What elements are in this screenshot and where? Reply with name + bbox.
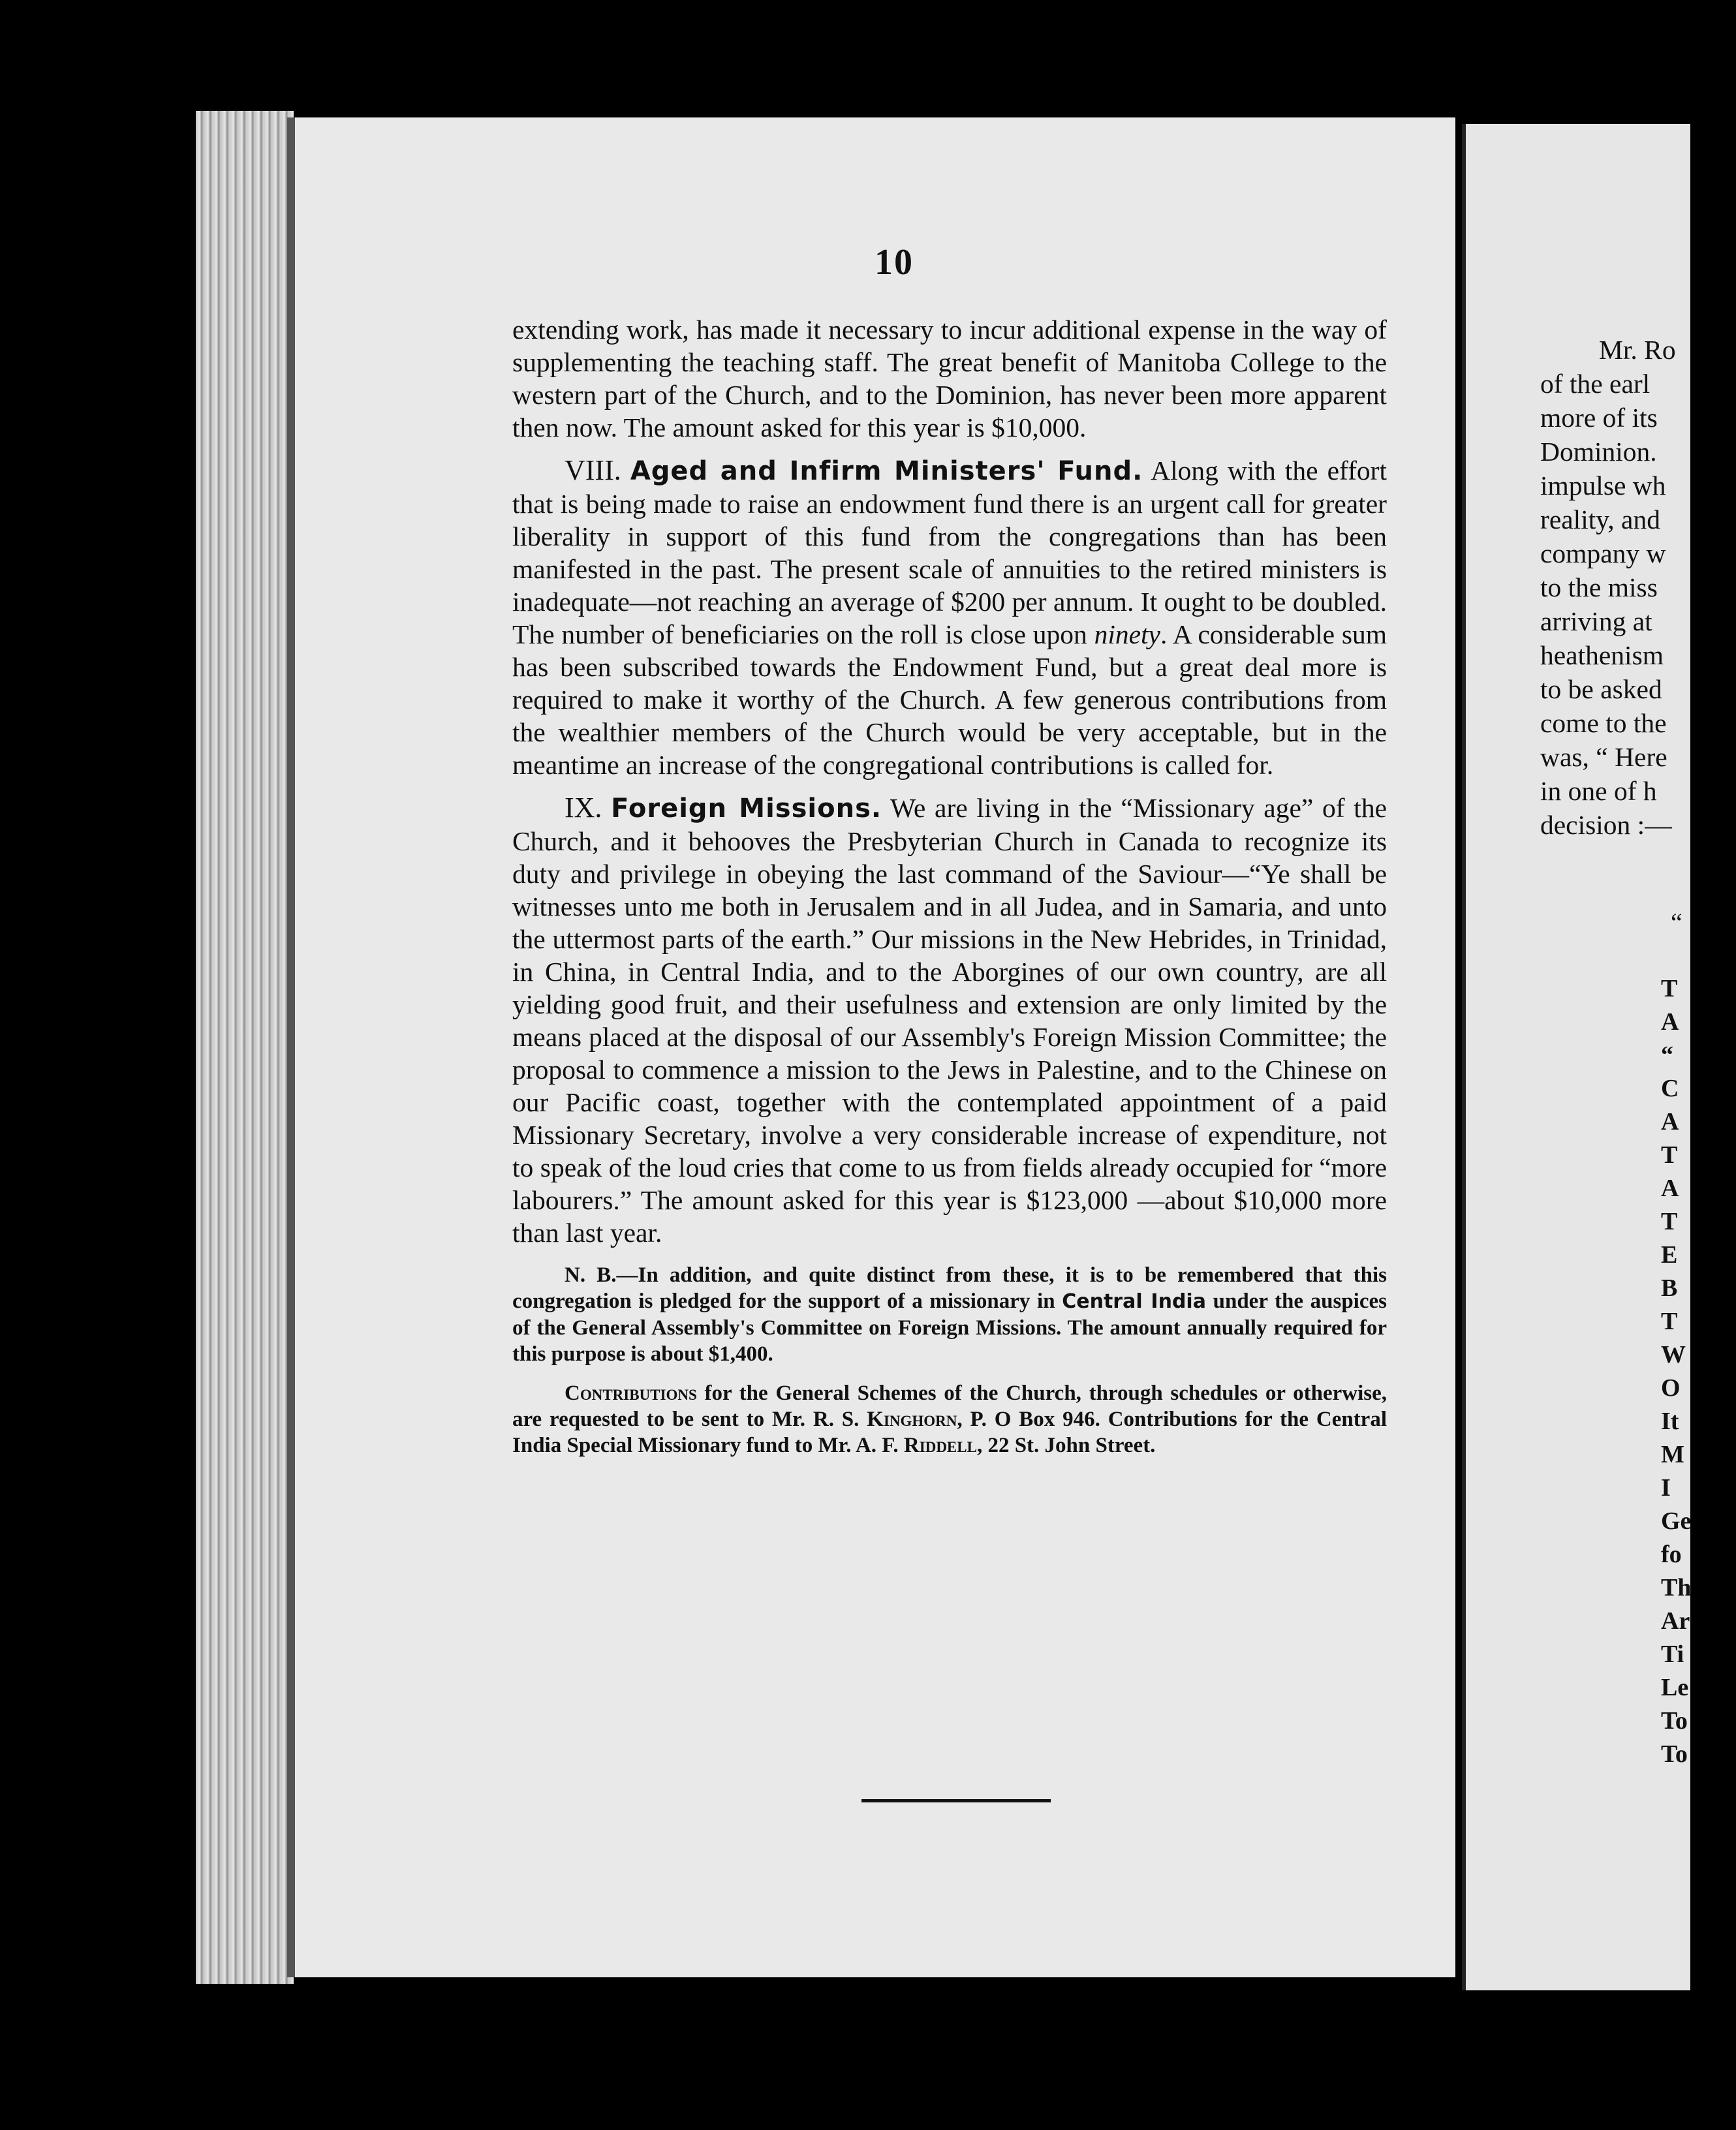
contributions-name-1: Kinghorn <box>867 1408 957 1431</box>
right-line: of the earl <box>1540 369 1651 399</box>
right-letter: E <box>1661 1241 1678 1269</box>
contributions-text-cont: , P. O Box 946. Contributions for the Central India Special Missionary fund to Mr. A. F. <box>512 1408 1387 1457</box>
section-ix-numeral: IX. <box>565 792 602 824</box>
right-letter: C <box>1661 1075 1679 1102</box>
right-letter: To <box>1661 1740 1688 1768</box>
right-letter: T <box>1661 975 1678 1002</box>
section-ix-heading: Foreign Missions. <box>611 794 882 824</box>
right-line: Mr. Ro <box>1599 335 1676 365</box>
right-letter: A <box>1661 1108 1679 1135</box>
right-letter: Ge <box>1661 1507 1692 1535</box>
right-line: company w <box>1540 538 1666 568</box>
contributions-name-2: Riddell <box>903 1434 977 1457</box>
page-number: 10 <box>875 242 914 283</box>
right-line: to the miss <box>1540 572 1658 602</box>
right-page-letter-column <box>1661 972 1691 1771</box>
right-line: decision :— <box>1540 810 1672 840</box>
right-line: reality, and <box>1540 504 1660 534</box>
nb-note <box>512 1262 1387 1367</box>
right-letter: O <box>1661 1374 1681 1402</box>
right-letter: To <box>1661 1707 1688 1735</box>
contributions-lead: Contributions <box>565 1381 697 1405</box>
right-line: to be asked <box>1540 674 1662 704</box>
contributions-note <box>512 1380 1387 1459</box>
right-line: impulse wh <box>1540 471 1666 501</box>
right-letter: “ <box>1661 1042 1673 1069</box>
closing-rule <box>861 1799 1051 1802</box>
right-letter: W <box>1661 1341 1686 1368</box>
section-ix-paragraph <box>512 792 1387 1249</box>
right-line: come to the <box>1540 708 1667 738</box>
section-viii-text: Along with the effort that is being made to raise an endowment fund there is an urgent call for greater liberality in support of this fund from the congregations than has been manifested in the past. The present scale of annuities to the retired ministers is inadequate—not reaching an average of $200 per annum. It ought to be doubled. The number of beneficiaries on the roll is close upon <box>512 455 1387 649</box>
intro-paragraph: extending work, has made it necessary to incur additional expense in the way of supplementing the teaching staff. The great benefit of Manitoba College to the western part of the Church, and to the Dominion, has never been more apparent then now. The amount asked for this year is $10,000. <box>512 315 1387 442</box>
nb-note-emphasis: Central India <box>1062 1290 1206 1313</box>
left-page-body <box>512 313 1387 1472</box>
right-letter: M <box>1661 1441 1684 1468</box>
right-letter: Le <box>1661 1674 1689 1701</box>
right-page-text <box>1540 333 1736 842</box>
right-letter: T <box>1661 1308 1678 1335</box>
section-ix-text: We are living in the “Missionary age” of the Church, and it behooves the Presbyterian Church in Canada to recognize its duty and privilege in obeying the last command of the Saviour—“Ye shall be witnesses unto me both in Jerusalem and in all Judea, and in Samaria, and unto the uttermost parts of the earth.” Our missions in the New Hebrides, in Trinidad, in China, in Central India, and to the Aborgines of our own country, are all yielding good fruit, and their usefulness and extension are only limited by the means placed at the disposal of our Assembly's Foreign Mission Committee; the proposal to commence a mission to the Jews in Palestine, and to the Chinese on our Pacific coast, together with the contemplated appointment of a paid Missionary Secretary, involve a very considerable increase of expenditure, not to speak of the loud cries that come to us from fields already occupied for “more labourers.” The amount asked for this year is $123,000 —about $10,000 more than last year. <box>512 793 1387 1248</box>
right-letter: Th <box>1661 1574 1692 1601</box>
right-letter: A <box>1661 1008 1679 1036</box>
contributions-text-end: , 22 St. John Street. <box>976 1434 1156 1457</box>
right-line: was, “ Here <box>1540 742 1667 772</box>
nb-note-text-cont: under the auspices of the General Assembly's Committee on Foreign Missions. The amount annually required for this purpose is about $1,400. <box>512 1289 1387 1366</box>
right-letter: It <box>1661 1408 1679 1435</box>
right-letter: T <box>1661 1208 1678 1235</box>
right-letter: T <box>1661 1141 1678 1169</box>
right-letter: I <box>1661 1474 1671 1502</box>
nb-note-text: N. B.—In addition, and quite distinct from these, it is to be remembered that this congregation is pledged for the support of a missionary in <box>512 1263 1387 1313</box>
right-letter: B <box>1661 1274 1678 1302</box>
right-line: more of its <box>1540 403 1658 433</box>
book-page-edges <box>196 111 294 1984</box>
section-viii-paragraph <box>512 454 1387 781</box>
right-letter: fo <box>1661 1541 1682 1568</box>
right-line: heathenism <box>1540 640 1664 670</box>
section-viii-heading: Aged and Infirm Ministers' Fund. <box>630 456 1143 486</box>
right-line: arriving at <box>1540 606 1652 636</box>
contributions-text: for the General Schemes of the Church, through schedules or otherwise, are requested to be sent to Mr. R. S. <box>512 1381 1387 1431</box>
footnotes <box>512 1262 1387 1459</box>
right-quote-mark: “ <box>1671 908 1682 937</box>
right-letter: A <box>1661 1175 1679 1202</box>
right-letter: Ar <box>1661 1607 1690 1635</box>
section-viii-numeral: VIII. <box>565 454 621 486</box>
right-line: Dominion. <box>1540 437 1657 467</box>
right-line: in one of h <box>1540 776 1657 806</box>
section-viii-text-cont: . A considerable sum has been subscribed towards the Endowment Fund, but a great deal more is required to make it worthy of the Church. A few generous contributions from the wealthier members of the Church would be very acceptable, but in the meantime an increase of the congregational contributions is called for. <box>512 619 1387 780</box>
right-letter: Ti <box>1661 1641 1684 1668</box>
section-viii-emphasis: ninety <box>1094 619 1160 649</box>
